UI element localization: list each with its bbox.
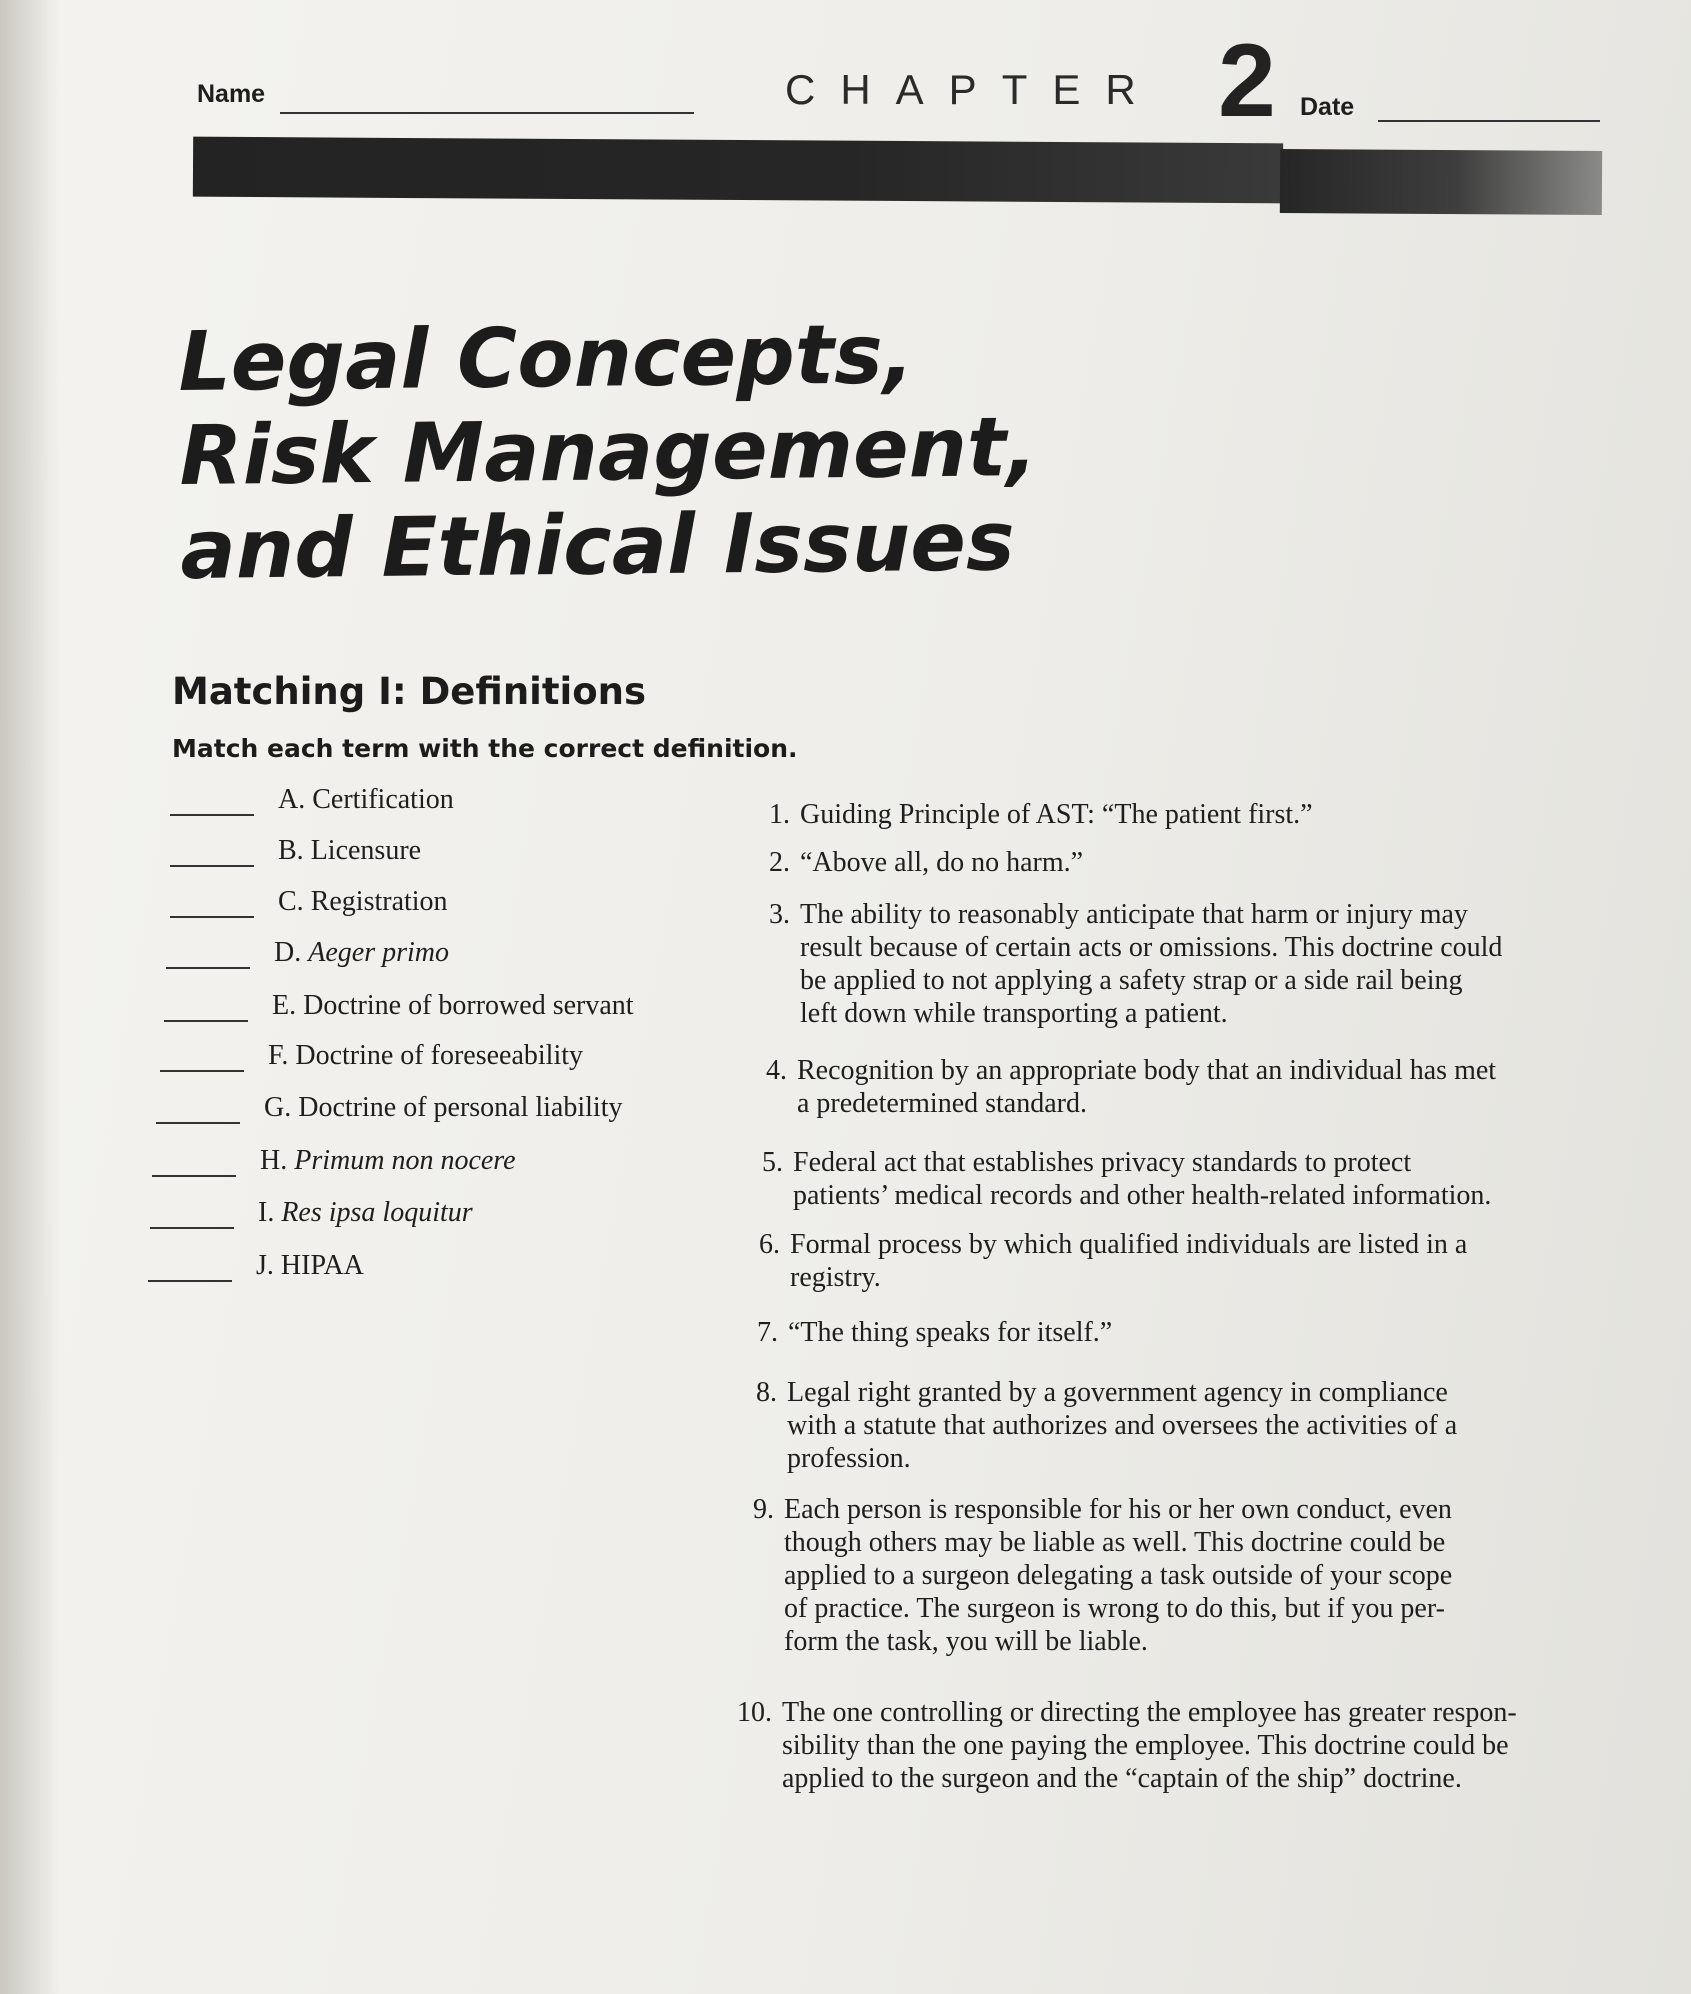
answer-blank[interactable] xyxy=(156,1100,240,1124)
definition-item xyxy=(769,798,1313,831)
definition-number: 6. xyxy=(759,1229,780,1260)
definition-line: Each person is responsible for his or her own conduct, even xyxy=(784,1494,1452,1525)
definition-number: 2. xyxy=(769,847,790,878)
definition-number: 3. xyxy=(769,899,790,930)
answer-blank[interactable] xyxy=(148,1258,232,1282)
section-heading: Matching I: Definitions xyxy=(172,670,646,713)
term-label xyxy=(278,784,454,815)
term-row xyxy=(166,937,449,969)
definition-item xyxy=(769,898,1503,1030)
definition-line: with a statute that authorizes and oversees the activities of a xyxy=(787,1410,1458,1441)
term-letter: C. xyxy=(278,886,311,917)
definition-line: sibility than the one paying the employee. This doctrine could be xyxy=(782,1730,1509,1761)
definition-line: Recognition by an appropriate body that an individual has met xyxy=(797,1055,1497,1086)
term-letter: G. xyxy=(264,1092,299,1123)
term-name: HIPAA xyxy=(280,1250,364,1281)
date-blank-line xyxy=(1378,120,1600,122)
answer-blank[interactable] xyxy=(166,945,250,969)
term-letter: F. xyxy=(268,1040,296,1071)
definition-line: profession. xyxy=(787,1443,911,1474)
answer-blank[interactable] xyxy=(150,1205,234,1229)
term-letter: D. xyxy=(274,937,309,968)
definition-item xyxy=(737,1696,1517,1795)
answer-blank[interactable] xyxy=(170,894,254,918)
chapter-title-line: Risk Management, xyxy=(178,400,1038,504)
definition-line: Guiding Principle of AST: “The patient first.” xyxy=(800,799,1313,830)
definition-line: though others may be liable as well. This doctrine could be xyxy=(784,1527,1446,1558)
term-row xyxy=(170,784,454,816)
term-name: Doctrine of personal liability xyxy=(298,1092,623,1123)
definition-number: 1. xyxy=(769,799,790,830)
term-row xyxy=(164,990,634,1022)
term-row xyxy=(148,1250,364,1282)
definition-line: “Above all, do no harm.” xyxy=(800,847,1084,878)
answer-blank[interactable] xyxy=(170,792,254,816)
definition-number: 4. xyxy=(766,1055,787,1086)
term-letter: J. xyxy=(256,1250,281,1281)
term-row xyxy=(156,1092,622,1124)
term-label xyxy=(258,1197,473,1228)
definition-line: applied to a surgeon delegating a task outside of your scope xyxy=(784,1560,1453,1591)
definition-line: applied to the surgeon and the “captain of the ship” doctrine. xyxy=(782,1763,1462,1794)
definition-line: The ability to reasonably anticipate that harm or injury may xyxy=(800,899,1468,930)
definition-number: 5. xyxy=(762,1147,783,1178)
term-row xyxy=(170,886,448,918)
chapter-word: CHAPTER xyxy=(785,66,1161,113)
term-label xyxy=(268,1040,583,1071)
header-bar-gradient xyxy=(1280,149,1602,215)
name-label: Name xyxy=(197,80,266,108)
term-label xyxy=(274,937,449,968)
definition-number: 7. xyxy=(757,1317,778,1348)
definition-item xyxy=(759,1228,1468,1294)
term-name: Aeger primo xyxy=(308,937,449,968)
term-name: Licensure xyxy=(310,835,422,866)
answer-blank[interactable] xyxy=(160,1048,244,1072)
definition-line: of practice. The surgeon is wrong to do this, but if you per- xyxy=(784,1593,1445,1624)
header-bar xyxy=(193,137,1283,204)
term-label xyxy=(272,990,634,1021)
answer-blank[interactable] xyxy=(152,1153,236,1177)
definition-item xyxy=(756,1376,1458,1475)
term-name: Doctrine of foreseeability xyxy=(295,1040,583,1071)
term-label xyxy=(278,886,448,917)
definition-line: patients’ medical records and other health-related information. xyxy=(793,1180,1492,1211)
definition-item xyxy=(753,1493,1453,1658)
term-name: Registration xyxy=(310,886,448,917)
answer-blank[interactable] xyxy=(164,998,248,1022)
term-name: Primum non nocere xyxy=(294,1145,516,1176)
definition-line: form the task, you will be liable. xyxy=(784,1626,1148,1657)
definition-line: Legal right granted by a government agency in compliance xyxy=(787,1377,1448,1408)
date-label: Date xyxy=(1300,93,1355,121)
term-letter: H. xyxy=(260,1145,295,1176)
term-label xyxy=(264,1092,622,1123)
term-label xyxy=(260,1145,516,1176)
definition-line: Formal process by which qualified individuals are listed in a xyxy=(790,1229,1468,1260)
definition-number: 8. xyxy=(756,1377,777,1408)
definition-line: be applied to not applying a safety strap or a side rail being xyxy=(800,965,1463,996)
definition-line: a predetermined standard. xyxy=(797,1088,1087,1119)
answer-blank[interactable] xyxy=(170,843,254,867)
definition-item xyxy=(769,846,1084,879)
instruction-text: Match each term with the correct definition. xyxy=(172,734,798,763)
chapter-number: 2 xyxy=(1218,23,1276,139)
term-label xyxy=(256,1250,364,1281)
chapter-title xyxy=(178,307,1039,598)
definition-line: registry. xyxy=(790,1262,881,1293)
definition-line: left down while transporting a patient. xyxy=(800,998,1228,1029)
term-row xyxy=(152,1145,516,1177)
definition-item xyxy=(757,1316,1113,1349)
definition-item xyxy=(762,1146,1492,1212)
term-row xyxy=(170,835,421,867)
definition-line: Federal act that establishes privacy standards to protect xyxy=(793,1147,1412,1178)
chapter-title-line: and Ethical Issues xyxy=(179,494,1016,598)
term-name: Certification xyxy=(312,784,454,815)
definition-line: result because of certain acts or omissions. This doctrine could xyxy=(800,932,1503,963)
definition-item xyxy=(766,1054,1497,1120)
page-gutter-shadow xyxy=(0,0,60,1994)
term-letter: A. xyxy=(278,784,313,815)
definition-number: 10. xyxy=(737,1697,772,1728)
term-name: Res ipsa loquitur xyxy=(281,1197,473,1228)
term-letter: I. xyxy=(258,1197,282,1228)
definition-line: The one controlling or directing the employee has greater respon- xyxy=(782,1697,1517,1728)
term-letter: B. xyxy=(278,835,311,866)
name-blank-line xyxy=(280,112,694,114)
chapter-title-line: Legal Concepts, xyxy=(177,307,915,410)
definition-line: “The thing speaks for itself.” xyxy=(788,1317,1113,1348)
term-label xyxy=(278,835,421,866)
term-row xyxy=(150,1197,473,1229)
definition-number: 9. xyxy=(753,1494,774,1525)
term-letter: E. xyxy=(272,990,304,1021)
term-row xyxy=(160,1040,583,1072)
term-name: Doctrine of borrowed servant xyxy=(303,990,634,1021)
